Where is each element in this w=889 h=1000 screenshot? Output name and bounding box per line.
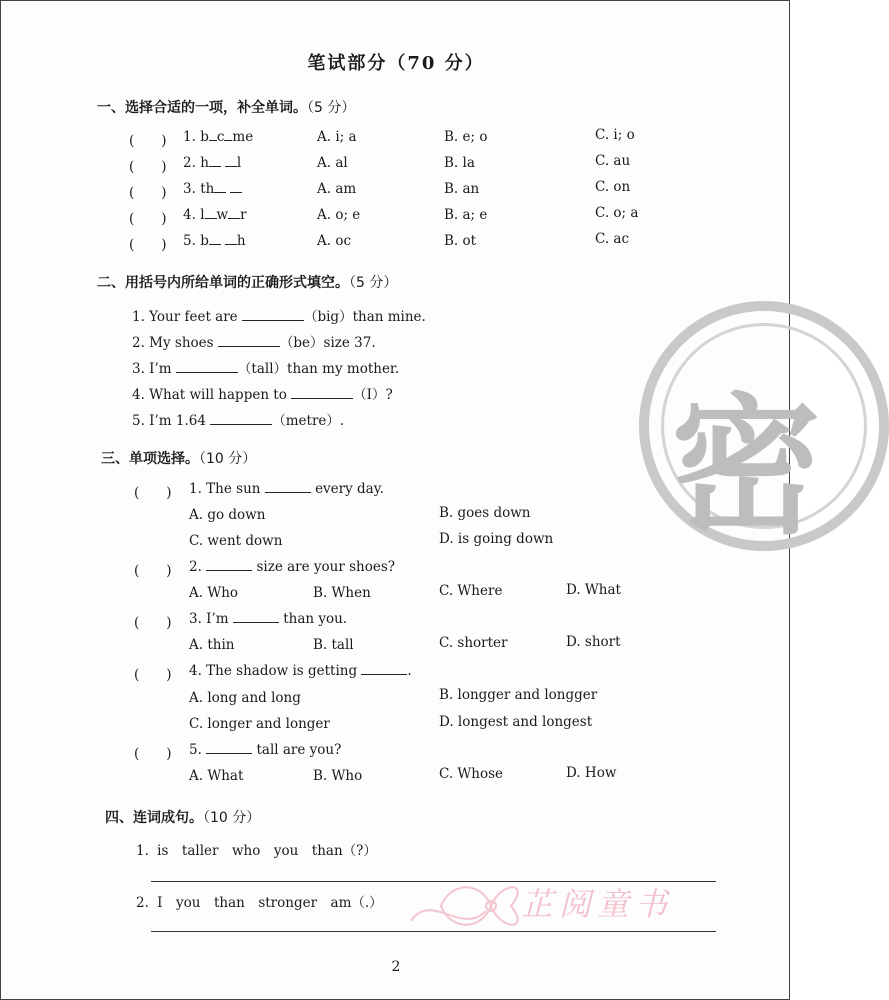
letter-blank[interactable] xyxy=(214,181,226,193)
option-b[interactable]: B. e; o xyxy=(444,129,488,145)
option-c[interactable]: C. i; o xyxy=(595,127,635,143)
item-text: 5. I’m 1.64 xyxy=(132,413,206,429)
option-a[interactable]: A. am xyxy=(317,181,357,197)
question-number: 1. xyxy=(183,129,196,145)
question-number: 4. xyxy=(183,207,196,223)
option-b[interactable]: B. Who xyxy=(313,768,363,784)
answer-paren[interactable]: ( ) xyxy=(134,485,172,501)
word-hint: （big） xyxy=(303,309,353,325)
answer-paren[interactable]: ( ) xyxy=(134,615,172,631)
option-d[interactable]: D. short xyxy=(566,634,621,650)
answer-paren[interactable]: ( ) xyxy=(129,133,167,149)
option-d[interactable]: D. is going down xyxy=(439,531,554,547)
answer-blank[interactable] xyxy=(176,361,238,373)
page-title: 笔试部分（70 分） xyxy=(307,53,485,74)
letter-blank[interactable] xyxy=(230,181,242,193)
word-order-question-2: 2. I you than stronger am（.） xyxy=(136,895,383,911)
mc-question xyxy=(189,559,395,575)
section-4-score: （10 分） xyxy=(203,810,261,826)
letter-blank[interactable] xyxy=(209,155,221,167)
item-text: . xyxy=(339,413,345,429)
answer-blank[interactable] xyxy=(291,387,353,399)
confidential-stamp-character: 密 xyxy=(671,381,822,555)
section-2-heading-text: 二、用括号内所给单词的正确形式填空。 xyxy=(97,275,349,291)
option-b[interactable]: B. a; e xyxy=(444,207,488,223)
option-a[interactable]: A. o; e xyxy=(317,207,361,223)
option-c[interactable]: C. went down xyxy=(189,533,283,549)
word-part: me xyxy=(232,129,254,145)
letter-blank[interactable] xyxy=(225,233,237,245)
word-hint: （I） xyxy=(353,387,386,403)
item-text: 4. What will happen to xyxy=(132,387,287,403)
mc-question xyxy=(189,611,347,627)
question-text: 5. xyxy=(189,742,202,758)
option-a[interactable]: A. i; a xyxy=(317,129,357,145)
s1-word xyxy=(183,129,253,145)
page-number: 2 xyxy=(391,959,401,975)
question-text: . xyxy=(407,663,412,679)
answer-blank[interactable] xyxy=(361,663,407,675)
word-part: r xyxy=(240,207,247,223)
item-text: 1. Your feet are xyxy=(132,309,238,325)
item-text: than my mother. xyxy=(287,361,400,377)
word-part: l xyxy=(236,155,242,171)
option-b[interactable]: B. la xyxy=(444,155,475,171)
fill-in-item xyxy=(132,383,393,403)
answer-line-1[interactable] xyxy=(151,881,716,882)
option-c[interactable]: C. Whose xyxy=(439,766,504,782)
section-3-heading-text: 三、单项选择。 xyxy=(101,451,199,467)
fill-in-item xyxy=(132,357,399,377)
option-c[interactable]: C. ac xyxy=(595,231,630,247)
question-text: tall are you? xyxy=(256,742,342,758)
answer-paren[interactable]: ( ) xyxy=(134,746,172,762)
answer-blank[interactable] xyxy=(265,481,311,493)
option-d[interactable]: D. How xyxy=(566,765,617,781)
word-part: w xyxy=(216,207,229,223)
word-part: h xyxy=(236,233,246,249)
option-c[interactable]: C. longer and longer xyxy=(189,716,330,732)
item-text: than mine. xyxy=(352,309,426,325)
option-a[interactable]: A. al xyxy=(317,155,348,171)
option-c[interactable]: C. on xyxy=(595,179,631,195)
answer-blank[interactable] xyxy=(206,742,252,754)
letter-blank[interactable] xyxy=(228,207,240,219)
option-d[interactable]: D. What xyxy=(566,582,621,598)
question-text: 3. I’m xyxy=(189,611,229,627)
question-number: 3. xyxy=(183,181,196,197)
item-text: 2. My shoes xyxy=(132,335,214,351)
option-a[interactable]: A. long and long xyxy=(189,690,301,706)
word-hint: （be） xyxy=(279,335,324,351)
answer-paren[interactable]: ( ) xyxy=(134,563,172,579)
section-4-heading-text: 四、连词成句。 xyxy=(105,810,203,826)
fill-in-item xyxy=(132,331,376,351)
word-part: l xyxy=(200,207,205,223)
option-a[interactable]: A. What xyxy=(189,768,244,784)
section-3-score: （10 分） xyxy=(199,451,257,467)
mc-question xyxy=(189,663,412,679)
option-d[interactable]: D. longest and longest xyxy=(439,714,593,730)
question-text: 1. The sun xyxy=(189,481,261,497)
item-text: 3. I’m xyxy=(132,361,172,377)
section-2-heading xyxy=(97,272,397,292)
mc-question xyxy=(189,481,384,497)
answer-blank[interactable] xyxy=(242,309,304,321)
question-number: 5. xyxy=(183,233,196,249)
option-b[interactable]: B. goes down xyxy=(439,505,531,521)
option-b[interactable]: B. When xyxy=(313,585,371,601)
answer-blank[interactable] xyxy=(233,611,279,623)
option-b[interactable]: B. an xyxy=(444,181,480,197)
word-part: c xyxy=(216,129,225,145)
publisher-watermark-text: 芷阅童书 xyxy=(521,885,674,923)
mc-question xyxy=(189,742,341,758)
section-3-heading xyxy=(101,448,256,468)
answer-blank[interactable] xyxy=(218,335,280,347)
answer-paren[interactable]: ( ) xyxy=(129,159,167,175)
option-c[interactable]: C. shorter xyxy=(439,635,508,651)
answer-paren[interactable]: ( ) xyxy=(134,667,172,683)
option-a[interactable]: A. Who xyxy=(189,585,239,601)
letter-blank[interactable] xyxy=(225,155,237,167)
s1-word xyxy=(183,155,241,171)
fill-in-item xyxy=(132,305,426,325)
word-part: h xyxy=(200,155,209,171)
option-b[interactable]: B. tall xyxy=(313,637,354,653)
answer-line-2[interactable] xyxy=(151,931,716,932)
item-text: ? xyxy=(385,387,393,403)
option-b[interactable]: B. longger and longger xyxy=(439,687,598,703)
answer-paren[interactable]: ( ) xyxy=(129,185,167,201)
option-b[interactable]: B. ot xyxy=(444,233,477,249)
question-text: 2. xyxy=(189,559,202,575)
question-text: 4. The shadow is getting xyxy=(189,663,358,679)
answer-blank[interactable] xyxy=(206,559,252,571)
option-a[interactable]: A. thin xyxy=(189,637,235,653)
s1-word xyxy=(183,233,246,249)
letter-blank[interactable] xyxy=(209,233,221,245)
answer-paren[interactable]: ( ) xyxy=(129,237,167,253)
section-4-heading xyxy=(105,807,260,827)
answer-paren[interactable]: ( ) xyxy=(129,211,167,227)
question-text: than you. xyxy=(283,611,348,627)
word-hint: （tall） xyxy=(237,361,288,377)
section-1-score: （5 分） xyxy=(307,100,356,116)
s1-word xyxy=(183,207,247,223)
letter-blank[interactable] xyxy=(205,207,217,219)
s1-word xyxy=(183,181,242,197)
word-order-question-1: 1. is taller who you than（?） xyxy=(136,843,377,859)
option-c[interactable]: C. Where xyxy=(439,583,503,599)
word-part: b xyxy=(200,129,209,145)
question-text: every day. xyxy=(315,481,384,497)
word-part: b xyxy=(200,233,209,249)
option-a[interactable]: A. go down xyxy=(189,507,266,523)
section-1-heading-text: 一、选择合适的一项，补全单词。 xyxy=(97,100,307,116)
word-part: th xyxy=(200,181,215,197)
question-number: 2. xyxy=(183,155,196,171)
section-2-score: （5 分） xyxy=(349,275,398,291)
option-a[interactable]: A. oc xyxy=(317,233,352,249)
option-c[interactable]: C. o; a xyxy=(595,205,639,221)
letter-blank[interactable] xyxy=(209,129,217,141)
word-hint: （metre） xyxy=(272,413,340,429)
section-1-heading xyxy=(97,97,355,117)
fill-in-item xyxy=(132,409,344,429)
answer-blank[interactable] xyxy=(210,413,272,425)
item-text: size 37. xyxy=(323,335,376,351)
option-c[interactable]: C. au xyxy=(595,153,631,169)
question-text: size are your shoes? xyxy=(256,559,396,575)
